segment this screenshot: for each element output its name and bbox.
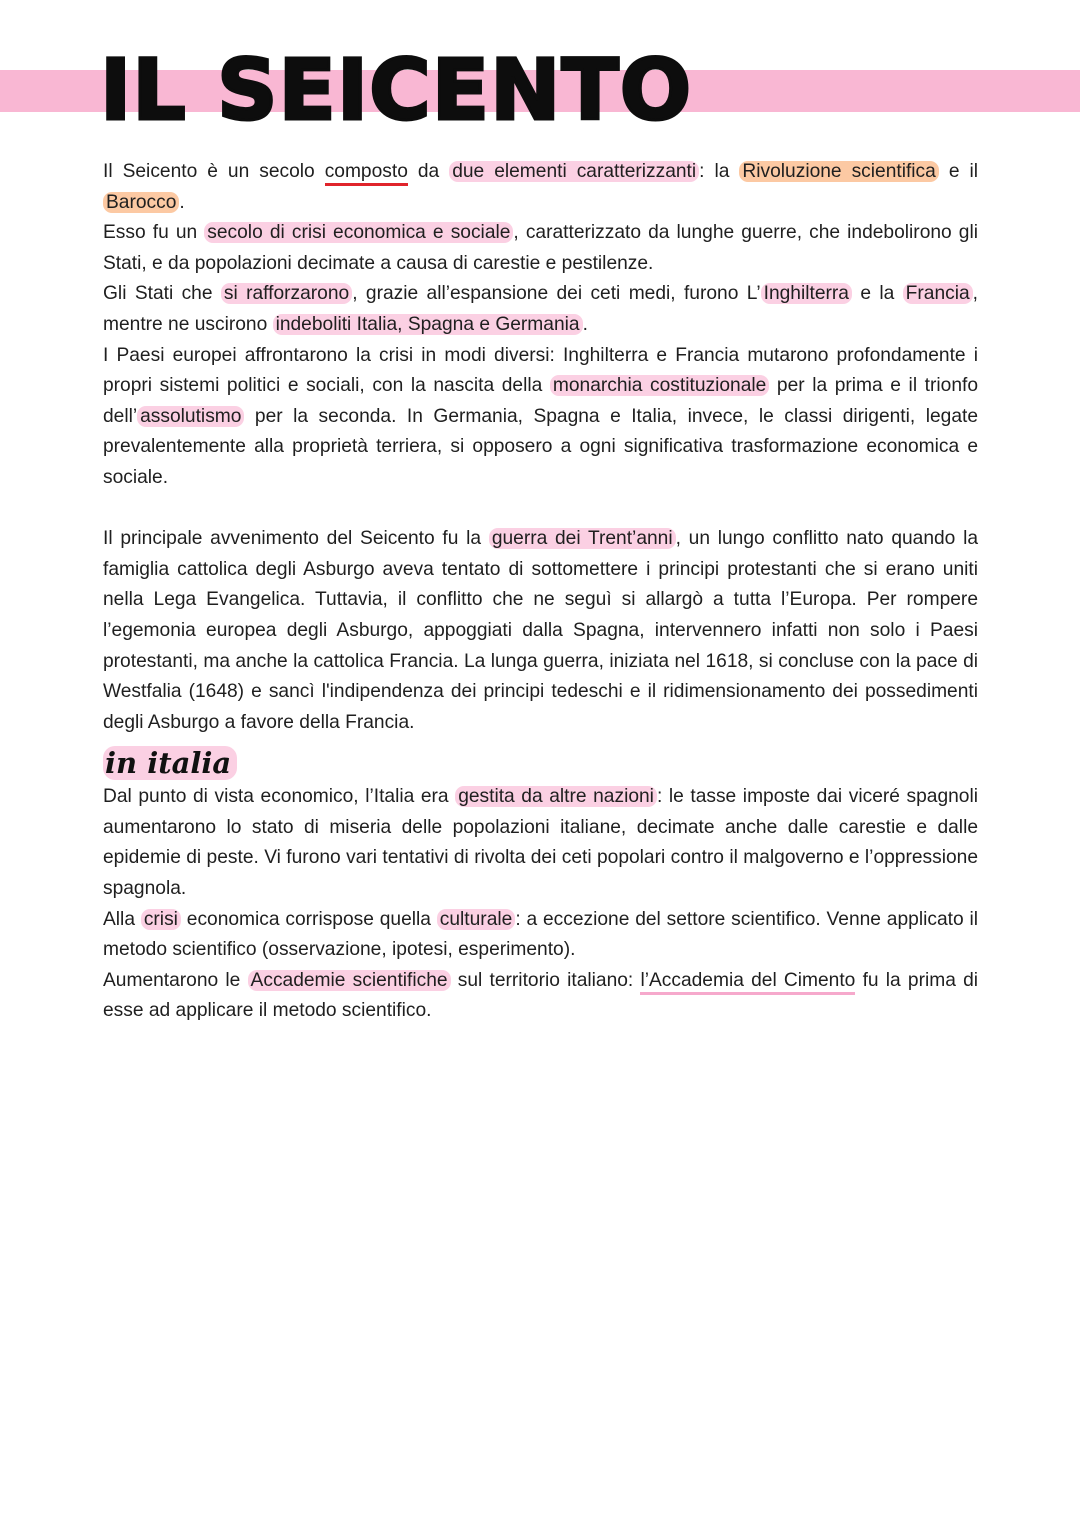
notes-body [103, 157, 978, 1027]
paragraph-thirty-years-war: Il principale avvenimento del Seicento fu la guerra dei Trent’anni , un lungo conflitto nato quando la famiglia cattolica degli Asburgo aveva tentato di sottomettere i principi protestanti che si erano uniti nella Lega Evangelica. Tuttavia, il conflitto che ne seguì si allargò a tutta l’Europa. Per rompere l’egemonia europea degli Asburgo, appoggiati dalla Spagna, intervennero infatti non solo i Paesi protestanti, ma anche la cattolica Francia. La lunga guerra, iniziata nel 1618, si concluse con la pace di Westfalia (1648) e sancì l'indipendenza dei principi tedeschi e il ridimensionamento dei possedimenti degli Asburgo a favore della Francia. [103, 528, 979, 733]
highlighted-term: gestita da altre nazioni [455, 786, 657, 807]
highlighted-term: assolutismo [137, 406, 244, 427]
page-title: IL SEICENTO [100, 41, 693, 139]
highlighted-term: crisi [141, 909, 181, 930]
paragraph-crisis: Esso fu un secolo di crisi economica e sociale , caratterizzato da lunghe guerre, che indebolirono gli Stati, e da popolazioni decimate a causa di carestie e pestilenze. [103, 222, 978, 274]
highlighted-term: si rafforzarono [221, 283, 352, 304]
paragraph-spacer [103, 494, 978, 525]
highlighted-term: monarchia costituzionale [550, 375, 769, 396]
highlighted-term: Barocco [103, 192, 179, 213]
highlighted-term: secolo di crisi economica e sociale [204, 222, 513, 243]
paragraph-intro: Il Seicento è un secolo composto da due elementi caratterizzanti : la Rivoluzione scientifica e il Barocco . [103, 161, 978, 213]
underlined-term: l’Accademia del Cimento [640, 970, 855, 995]
paragraph-italy-economy: Dal punto di vista economico, l’Italia era gestita da altre nazioni : le tasse imposte dai viceré spagnoli aumentarono lo stato di miseria delle popolazioni italiane, decimate anche dalle carestie e dalle epidemie di peste. Vi furono vari tentativi di rivolta dei ceti popolari contro il malgoverno e l’oppressione spagnola. [103, 786, 979, 900]
paragraph-european-countries: I Paesi europei affrontarono la crisi in modi diversi: Inghilterra e Francia mutarono profondamente i propri sistemi politici e sociali, con la nascita della monarchia costituzionale per la prima e il trionfo dell’ assolutismo per la seconda. In Germania, Spagna e Italia, invece, le classi dirigenti, legate prevalentemente alla proprietà terriera, si opposero a ogni significativa trasformazione economica e sociale. [103, 344, 978, 488]
highlighted-term: Rivoluzione scientifica [739, 161, 938, 182]
highlighted-term: Accademie scientifiche [248, 970, 451, 991]
highlighted-term: Inghilterra [761, 283, 852, 304]
section-heading-italia: in italia [103, 744, 978, 782]
highlighted-term: indeboliti Italia, Spagna e Germania [273, 314, 583, 335]
highlighted-term: guerra dei Trent’anni [489, 528, 676, 549]
paragraph-states: Gli Stati che si rafforzarono , grazie all’espansione dei ceti medi, furono L’ Inghilterra e la Francia , mentre ne uscirono indeboliti Italia, Spagna e Germania . [103, 283, 978, 335]
highlighted-term: Francia [903, 283, 973, 304]
highlighted-term: culturale [437, 909, 516, 930]
paragraph-italy-culture: Alla crisi economica corrispose quella culturale : a eccezione del settore scientifico. Venne applicato il metodo scientifico (osservazione, ipotesi, esperimento). [103, 908, 978, 961]
paragraph-academies: Aumentarono le Accademie scientifiche sul territorio italiano: l’Accademia del Cimento fu la prima di esse ad applicare il metodo scientifico. [103, 969, 979, 1022]
underlined-term: composto [325, 161, 408, 186]
highlighted-term: due elementi caratterizzanti [449, 161, 699, 182]
